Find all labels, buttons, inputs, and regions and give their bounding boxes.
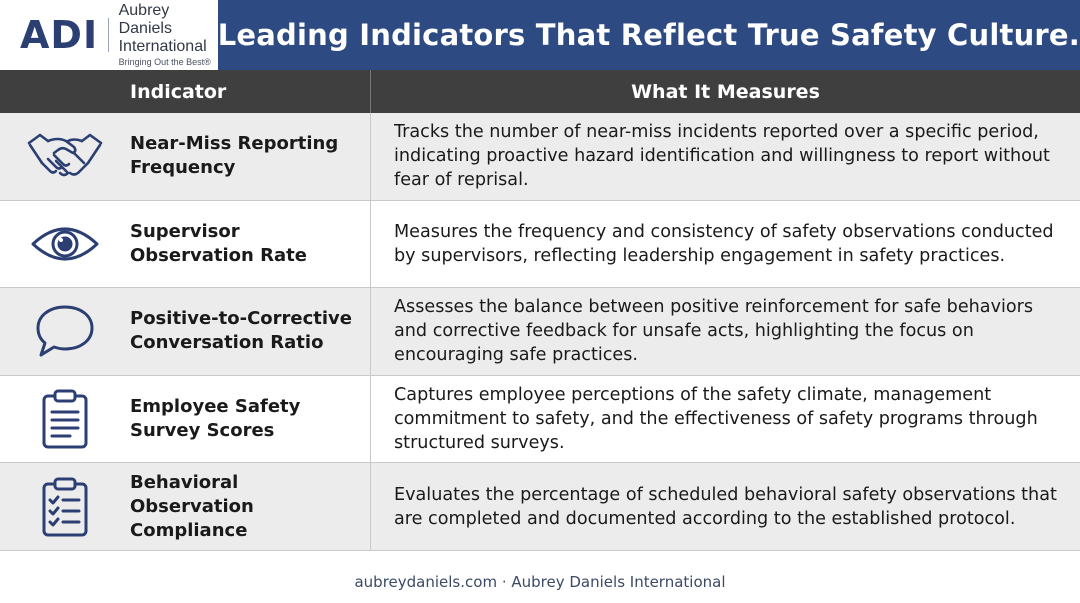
page-title: Leading Indicators That Reflect True Safety Culture. (217, 18, 1080, 52)
logo-text (119, 2, 218, 68)
measures-cell (371, 376, 1080, 463)
table-row (0, 288, 1080, 376)
logo-divider (108, 18, 109, 52)
indicators-table (0, 70, 1080, 551)
indicator-label (130, 220, 365, 268)
indicator-cell (0, 113, 371, 200)
table-header (0, 70, 1080, 113)
page-header (0, 0, 1080, 70)
table-row (0, 201, 1080, 289)
footer-site-link[interactable]: aubreydaniels.com (354, 572, 498, 591)
indicator-label-line: Observation Rate (130, 244, 307, 266)
measures-cell (371, 201, 1080, 288)
indicator-label-line: Compliance (130, 519, 248, 541)
column-header-indicator: Indicator (0, 70, 371, 113)
measures-cell (371, 463, 1080, 550)
indicator-label-line: Frequency (130, 157, 236, 179)
handshake-icon (0, 129, 130, 183)
indicator-label-line: Near-Miss Reporting (130, 133, 339, 155)
measures-text: Evaluates the percentage of scheduled behavioral safety observations that are completed and documented according to the established protocol. (394, 484, 1057, 529)
brand-name: Aubrey Daniels International (118, 2, 207, 55)
measures-text: Tracks the number of near-miss incidents reported over a specific period, indicating proactive hazard identification and willingness to report without fear of reprisal. (394, 122, 1050, 191)
indicator-label-line: Employee Safety (130, 396, 301, 418)
speech-bubble-icon (0, 304, 130, 358)
clipboard-lines-icon (0, 388, 130, 450)
indicator-label-line: Conversation Ratio (130, 332, 324, 354)
indicator-cell (0, 201, 371, 288)
indicator-cell (0, 376, 371, 463)
measures-cell (371, 113, 1080, 200)
measures-cell (371, 288, 1080, 375)
eye-icon (0, 222, 130, 266)
indicator-label-line: Survey Scores (130, 420, 275, 442)
footer-org: Aubrey Daniels International (511, 572, 726, 591)
indicator-label (130, 395, 365, 443)
indicator-label-line: Positive-to-Corrective (130, 308, 352, 330)
table-row (0, 113, 1080, 201)
indicator-label-line: Behavioral Observation (130, 471, 254, 517)
logo (0, 0, 218, 70)
clipboard-checklist-icon (0, 476, 130, 538)
page-footer (0, 560, 1080, 603)
table-row (0, 463, 1080, 551)
table-row (0, 376, 1080, 464)
logo-mark: ADI (20, 13, 99, 57)
indicator-label (130, 471, 365, 543)
indicator-label (130, 132, 365, 180)
measures-text: Measures the frequency and consistency of safety observations conducted by supervisors, reflecting leadership engagement in safety practices. (394, 221, 1054, 266)
indicator-cell (0, 288, 371, 375)
title-banner (218, 0, 1080, 70)
indicator-label-line: Supervisor (130, 220, 240, 242)
footer-separator: · (497, 572, 512, 591)
indicator-cell (0, 463, 371, 550)
indicator-label (130, 307, 365, 355)
brand-tagline: Bringing Out the Best® (118, 57, 211, 67)
measures-text: Captures employee perceptions of the safety climate, management commitment to safety, and the effectiveness of safety programs through structured surveys. (394, 385, 1038, 454)
column-header-measures: What It Measures (631, 80, 820, 103)
measures-text: Assesses the balance between positive reinforcement for safe behaviors and corrective feedback for unsafe acts, highlighting the focus on encouraging safe practices. (394, 297, 1034, 366)
